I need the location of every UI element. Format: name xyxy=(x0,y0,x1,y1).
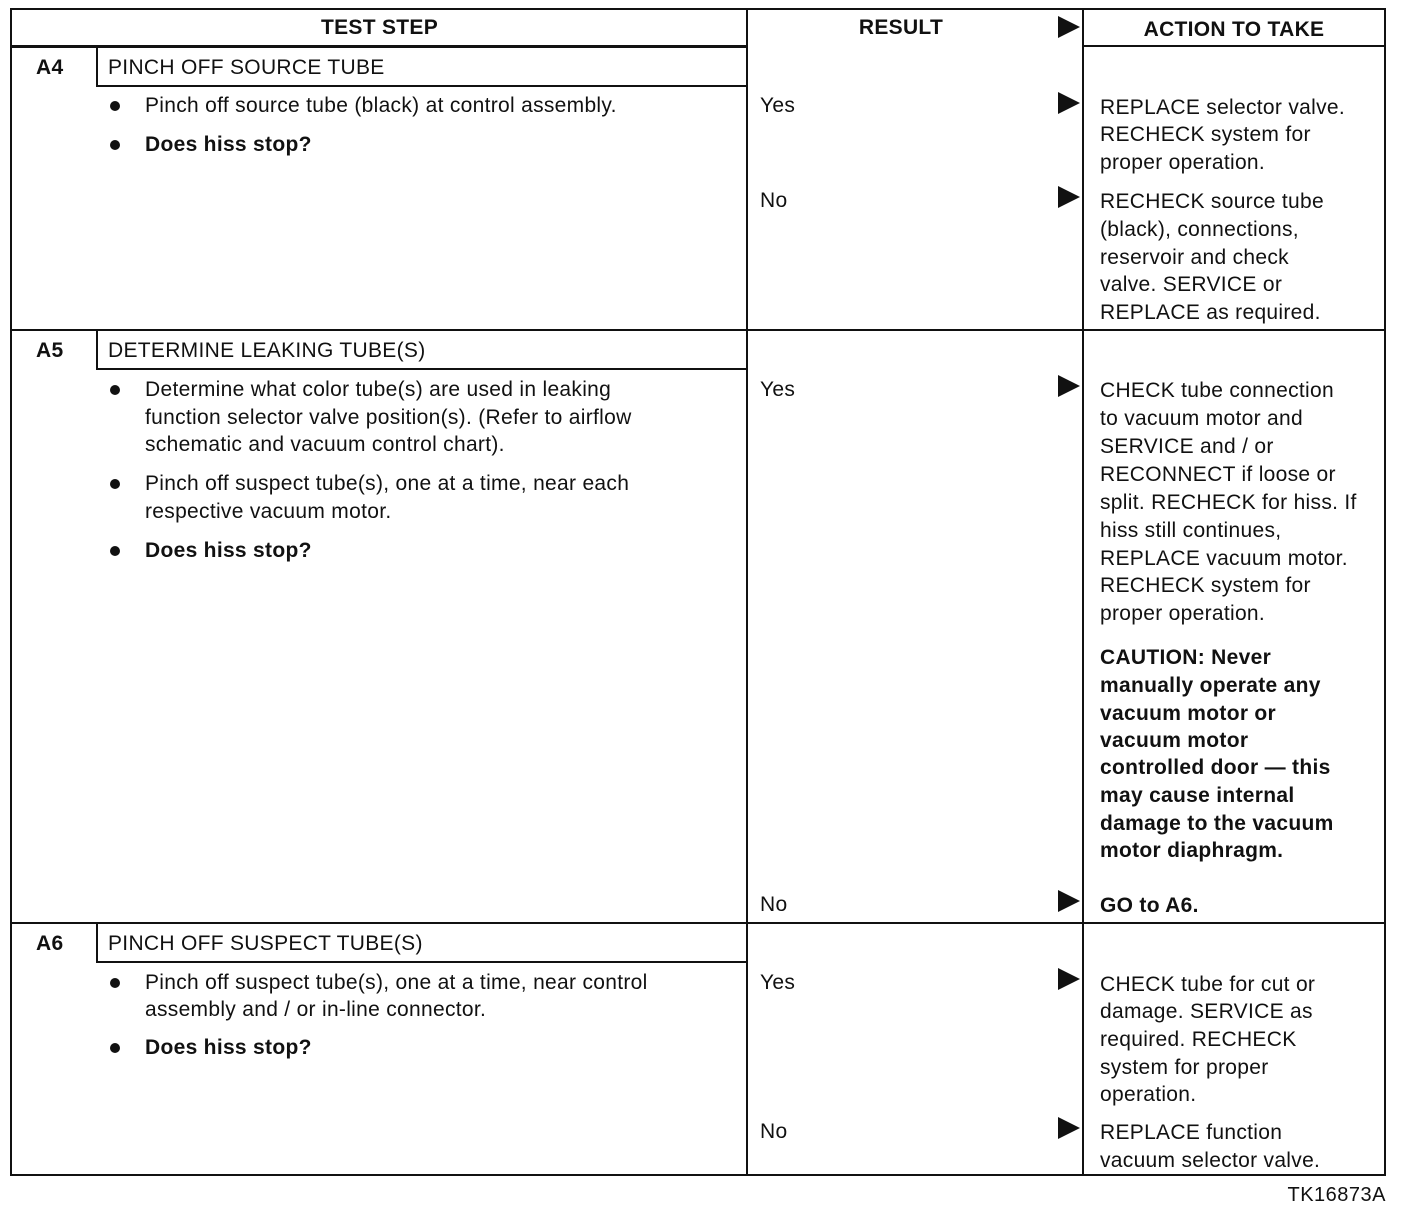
step-title-a6: PINCH OFF SUSPECT TUBE(S) xyxy=(108,932,423,955)
table-top-border xyxy=(12,8,1384,10)
a5-yes-action-3: SERVICE and / or xyxy=(1100,435,1274,458)
header-rule-right xyxy=(1084,45,1384,47)
a6-yes-action-3: required. RECHECK xyxy=(1100,1028,1297,1051)
a5-yes-action-1: CHECK tube connection xyxy=(1100,379,1334,402)
bullet-icon xyxy=(110,479,120,489)
a6-top-rule xyxy=(12,922,1384,924)
a4-top-rule xyxy=(12,46,746,48)
a6-yes-action-1: CHECK tube for cut or xyxy=(1100,973,1316,996)
a5-yes-action-5: split. RECHECK for hiss. If xyxy=(1100,491,1357,514)
bullet-icon xyxy=(110,140,120,150)
bullet-icon xyxy=(110,978,120,988)
a6-bullet-1-line-2: assembly and / or in-line connector. xyxy=(145,998,487,1021)
a5-yes-action-9: proper operation. xyxy=(1100,602,1266,625)
bullet-icon xyxy=(110,546,120,556)
step-id-a5: A5 xyxy=(36,339,64,362)
header-action: ACTION TO TAKE xyxy=(1143,18,1325,41)
a4-bullet-2: Does hiss stop? xyxy=(145,133,312,156)
a6-no-action-1: REPLACE function xyxy=(1100,1121,1283,1144)
a5-bullet-2-line-1: Pinch off suspect tube(s), one at a time, near each xyxy=(145,472,630,495)
step-title-a5: DETERMINE LEAKING TUBE(S) xyxy=(108,339,426,362)
a4-yes-action-1: REPLACE selector valve. xyxy=(1100,96,1345,119)
header-arrow-icon xyxy=(1058,16,1080,38)
a6-bullet-2: Does hiss stop? xyxy=(145,1036,312,1059)
bullet-icon xyxy=(110,101,120,111)
a4-result-yes: Yes xyxy=(760,94,796,117)
a5-caution-2: manually operate any xyxy=(1100,674,1321,697)
header-test-step: TEST STEP xyxy=(320,16,439,39)
a4-yes-action-2: RECHECK system for xyxy=(1100,123,1311,146)
a5-yes-action-2: to vacuum motor and xyxy=(1100,407,1303,430)
step-title-a4: PINCH OFF SOURCE TUBE xyxy=(108,56,385,79)
a4-no-action-1: RECHECK source tube xyxy=(1100,190,1324,213)
a6-bullet-1-line-1: Pinch off suspect tube(s), one at a time, near control xyxy=(145,971,648,994)
arrow-icon xyxy=(1058,186,1080,208)
a5-bullet-2-line-2: respective vacuum motor. xyxy=(145,500,392,523)
figure-id: TK16873A xyxy=(1287,1184,1386,1206)
a4-no-action-3: reservoir and check xyxy=(1100,246,1289,269)
a5-caution-4: vacuum motor xyxy=(1100,729,1249,752)
a5-top-rule xyxy=(12,329,1384,331)
arrow-icon xyxy=(1058,92,1080,114)
a5-yes-action-6: hiss still continues, xyxy=(1100,519,1282,542)
a6-result-no: No xyxy=(760,1120,788,1143)
a5-caution-5: controlled door — this xyxy=(1100,756,1331,779)
a5-bullet-3: Does hiss stop? xyxy=(145,539,312,562)
a5-yes-action-8: RECHECK system for xyxy=(1100,574,1311,597)
a4-bullet-1: Pinch off source tube (black) at control assembly. xyxy=(145,94,617,117)
a4-no-action-4: valve. SERVICE or xyxy=(1100,273,1283,296)
a4-id-divider xyxy=(96,46,98,86)
a5-caution-7: damage to the vacuum xyxy=(1100,812,1334,835)
a5-result-yes: Yes xyxy=(760,378,796,401)
arrow-icon xyxy=(1058,890,1080,912)
bullet-icon xyxy=(110,385,120,395)
a6-yes-action-2: damage. SERVICE as xyxy=(1100,1000,1313,1023)
a5-title-rule xyxy=(96,368,746,370)
a4-title-rule xyxy=(96,85,746,87)
a5-no-action-1: GO to A6. xyxy=(1100,894,1199,917)
a5-bullet-1-line-2: function selector valve position(s). (Refer to airflow xyxy=(145,406,632,429)
a5-result-no: No xyxy=(760,893,788,916)
a6-yes-action-5: operation. xyxy=(1100,1083,1197,1106)
a6-result-yes: Yes xyxy=(760,971,796,994)
arrow-icon xyxy=(1058,968,1080,990)
divider-result xyxy=(746,8,748,1174)
a5-bullet-1-line-3: schematic and vacuum control chart). xyxy=(145,433,505,456)
step-id-a6: A6 xyxy=(36,932,64,955)
a4-no-action-2: (black), connections, xyxy=(1100,218,1299,241)
bullet-icon xyxy=(110,1043,120,1053)
a5-yes-action-7: REPLACE vacuum motor. xyxy=(1100,547,1348,570)
a5-caution-3: vacuum motor or xyxy=(1100,702,1277,725)
arrow-icon xyxy=(1058,375,1080,397)
a6-yes-action-4: system for proper xyxy=(1100,1056,1269,1079)
a5-caution-8: motor diaphragm. xyxy=(1100,839,1284,862)
a6-no-action-2: vacuum selector valve. xyxy=(1100,1149,1321,1172)
step-id-a4: A4 xyxy=(36,56,64,79)
a4-no-action-5: REPLACE as required. xyxy=(1100,301,1321,324)
header-result: RESULT xyxy=(858,16,944,39)
a4-result-no: No xyxy=(760,189,788,212)
a4-yes-action-3: proper operation. xyxy=(1100,151,1266,174)
a5-id-divider xyxy=(96,329,98,369)
diagnostic-table xyxy=(10,8,1386,1176)
a5-bullet-1-line-1: Determine what color tube(s) are used in leaking xyxy=(145,378,612,401)
a5-yes-action-4: RECONNECT if loose or xyxy=(1100,463,1336,486)
arrow-icon xyxy=(1058,1117,1080,1139)
a5-caution-6: may cause internal xyxy=(1100,784,1295,807)
a5-caution-1: CAUTION: Never xyxy=(1100,646,1272,669)
divider-action xyxy=(1082,8,1084,1174)
a6-title-rule xyxy=(96,961,746,963)
a6-id-divider xyxy=(96,922,98,962)
